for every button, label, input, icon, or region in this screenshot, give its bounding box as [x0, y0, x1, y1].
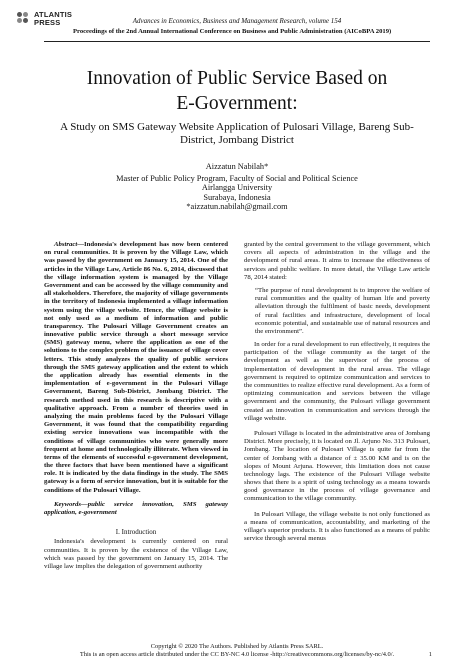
author-location: Surabaya, Indonesia — [203, 192, 271, 202]
right-column — [244, 241, 430, 543]
abstract-lead: Abstract — [54, 241, 78, 248]
author-block — [0, 162, 474, 212]
abstract — [44, 241, 228, 495]
journal-name: Advances in Economics, Business and Management Research, volume 154 — [132, 17, 342, 25]
logo-line2: PRESS — [34, 17, 61, 27]
license-notice[interactable]: This is an open access article distributed under the CC BY-NC 4.0 license -http://creativecommons.org/licenses/by-nc/4.0/. — [79, 651, 395, 658]
law-quote: “The purpose of rural development is to improve the welfare of rural communities and the quality of human life and poverty alleviation through the fulfilment of basic needs, development of rural facilities and infrastructure, development of local economic potential, and sustainable use of natural resources and the environment”. — [255, 286, 430, 335]
left-column — [44, 241, 228, 571]
title-line1: Innovation of Public Service Based on — [86, 68, 388, 89]
author-name: Aizzatun Nabilah* — [205, 162, 269, 171]
body-paragraph-3: Pulosari Village is located in the administrative area of Jombang District. More precisely, it is located on Jl. Arjuno No. 313 Pulosari, Jombang. The location of Pulosari Village is quite far from the center of Jombang with a distance of ± 35.00 KM and is on the slopes of Mount Arjuna. However, this limitation does not cause technology lags. The existence of the Pulosari Village website shows that there is a spirit of using technology as a means towards good governance in the process of village governance and communication to the village community. — [244, 429, 430, 503]
author-university: Airlangga University — [201, 183, 273, 193]
author-email[interactable]: *aizzatun.nabilah@gmail.com — [186, 202, 288, 212]
page-number: 1 — [428, 651, 432, 658]
page-footer — [0, 643, 474, 659]
logo-line1: ATLANTIS — [34, 10, 73, 19]
header-divider — [44, 41, 430, 42]
section-heading-introduction: I. Introduction — [115, 528, 157, 537]
intro-paragraph: Indonesia's development is currently centered on rural communities. It is proven by the existence of the Village Law, which was passed by the government on January 15, 2014. The village law implies the delegation of government authority — [44, 538, 228, 570]
title-line2: E-Government: — [176, 93, 298, 114]
paper-subtitle: A Study on SMS Gateway Website Application of Pulosari Village, Bareng Sub-District, Jombang District — [60, 121, 414, 146]
body-paragraph-2: In order for a rural development to run effectively, it requires the participation of the village community as the target of the development as well as the supervisor of the process of implementation of development in the rural areas. The village government is required to optimize communication and services to the communities to realize effective rural development. As a form of optimizing communication and services between the village government and the community, the Pulosari village government created an innovation in communication and services through the village website. — [244, 341, 430, 422]
author-program: Master of Public Policy Program, Faculty of Social and Political Science — [116, 173, 358, 183]
body-paragraph-4: In Pulosari Village, the village website is not only functioned as a means of communication, accountability, and marketing of the village's superior products. It is also functioned as a means of public service through several menus — [244, 510, 430, 543]
proceedings-name: Proceedings of the 2nd Annual International Conference on Business and Public Administration (AICoBPA 2019) — [73, 28, 392, 35]
copyright-notice: Copyright © 2020 The Authors. Published by Atlantis Press SARL. — [150, 643, 324, 650]
keywords: Keywords—public service innovation, SMS gateway application, e-government — [44, 500, 228, 516]
paper-title — [0, 66, 474, 116]
body-paragraph-1: granted by the central government to the village government, which covers all aspects of administration in the village and the development of rural areas. It aims to increase the effectiveness of services and public welfare. In more detail, the Village Law article 78, 2014 stated: — [244, 241, 430, 281]
abstract-body: —Indonesia's development has now been centered on rural communities. It is proven by the Village Law, which was passed by the government on January 15, 2014. One of the articles in the Village Law, Article 86 No. 6, 2014, discussed that the village information system is managed by the Village Government and can be accessed by the village community and all stakeholders. Therefore, the majority of village governments in the territory of Indonesia implemented a village information system using the village website. Hence, the village website is not only used as a medium of information and public transparency. The Pulosari Village Government creates an innovative public service through a short message service (SMS) gateway menu, where the application as one of the solutions to the complex problem of the issuance of village cover letters. This study analyzes the quality of public services through the SMS gateway application and the extent to which the application already has essential elements in the implementation of e-government in the Pulosari Village Government, Bareng Sub-District, Jombang District. The research method used in this research is descriptive with a qualitative approach. From a number of theories used in analyzing the main problems faced by the Pulosari Village Government, it was found that the compatibility regarding existing service innovations was incompatible with the conditions of village communities who were generally more frequent at home and technologically illiterate. When viewed in terms of the elements of successful e-government development, the three factors that have been mentioned have a significant role. It is indicated by the data findings in the study. The SMS gateway is a form of service innovation, but it is suitable for the conditions of the Pulosari Village. — [44, 241, 228, 494]
